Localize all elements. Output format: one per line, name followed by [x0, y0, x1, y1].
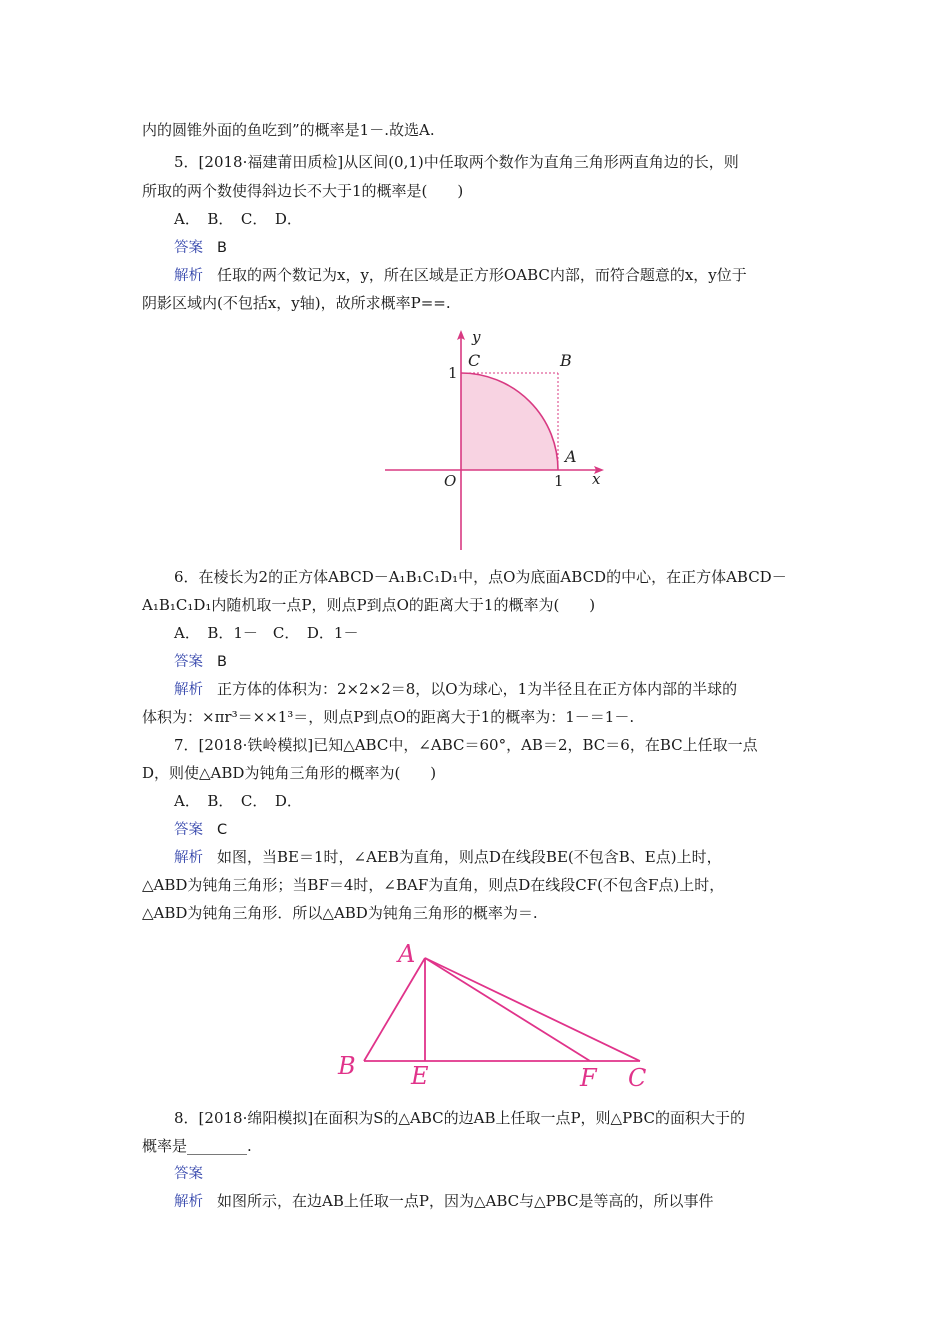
q6-analysis-line1: 正方体的体积为：2×2×2＝8，以O为球心，1为半径且在正方体内部的半球的 [217, 680, 738, 698]
label-one-x: 1 [554, 472, 564, 490]
label-f: F [580, 1064, 597, 1092]
analysis-label: 解析 [174, 268, 203, 284]
triangle-figure [312, 928, 672, 1092]
q5-answer-value: B [217, 240, 227, 256]
label-x: x [592, 470, 601, 488]
q7-analysis-line3: △ABD为钝角三角形．所以△ABD为钝角三角形的概率为＝. [142, 904, 538, 922]
label-a: A [565, 447, 577, 466]
intro-text: 内的圆锥外面的鱼吃到”的概率是1－.故选A. [142, 121, 435, 139]
label-y: y [472, 328, 481, 346]
q6-stem-line1: 6．在棱长为2的正方体ABCD－A₁B₁C₁D₁中，点O为底面ABCD的中心，在正方体ABCD－ [174, 568, 787, 586]
label-c: C [628, 1064, 647, 1092]
q7-analysis-line1: 如图，当BE＝1时，∠AEB为直角，则点D在线段BE(不包含B、E点)上时， [217, 848, 722, 866]
q6-answer-row [174, 651, 227, 672]
q7-stem-line2: D，则使△ABD为钝角三角形的概率为( ) [142, 764, 437, 782]
q7-analysis-row [174, 847, 722, 868]
q7-answer-value: C [217, 822, 228, 838]
label-one-y: 1 [448, 364, 458, 382]
q6-analysis-line2: 体积为：×πr³＝××1³＝，则点P到点O的距离大于1的概率为：1－＝1－. [142, 708, 635, 726]
analysis-label: 解析 [174, 1194, 203, 1210]
analysis-label: 解析 [174, 850, 203, 866]
answer-label: 答案 [174, 654, 203, 670]
segment-ab [364, 958, 425, 1061]
q6-options: A． B．1－ C． D．1－ [174, 624, 359, 642]
label-b: B [560, 351, 572, 370]
q7-answer-row [174, 819, 227, 840]
analysis-label: 解析 [174, 682, 203, 698]
segment-ac [425, 958, 640, 1061]
q7-stem-line1: 7．[2018·铁岭模拟]已知△ABC中，∠ABC＝60°，AB＝2，BC＝6，在BC上任取一点 [174, 736, 758, 754]
q6-stem-line2: A₁B₁C₁D₁内随机取一点P，则点P到点O的距离大于1的概率为( ) [142, 596, 596, 614]
answer-label: 答案 [174, 822, 203, 838]
q7-options: A． B． C． D． [174, 792, 302, 810]
q5-options: A． B． C． D． [174, 210, 302, 228]
q5-analysis-line2: 阴影区域内(不包括x，y轴)，故所求概率P==. [142, 294, 451, 312]
answer-label: 答案 [174, 240, 203, 256]
q8-analysis-row [174, 1191, 714, 1212]
shaded-quarter-disc [461, 373, 558, 470]
q5-stem-line2: 所取的两个数使得斜边长不大于1的概率是( ) [142, 182, 464, 200]
label-a: A [398, 940, 416, 968]
q8-answer-row [174, 1163, 217, 1184]
q5-analysis-line1: 任取的两个数记为x，y，所在区域是正方形OABC内部，而符合题意的x，y位于 [217, 266, 747, 284]
q6-analysis-row [174, 679, 737, 700]
q7-analysis-line2: △ABD为钝角三角形；当BF＝4时，∠BAF为直角，则点D在线段CF(不包含F点)上时， [142, 876, 725, 894]
q8-analysis-line1: 如图所示，在边AB上任取一点P，因为△ABC与△PBC是等高的，所以事件 [217, 1192, 714, 1210]
label-c: C [468, 351, 481, 370]
label-o: O [444, 472, 457, 490]
label-b: B [338, 1052, 356, 1080]
segment-af [425, 958, 590, 1061]
q8-stem-line1: 8．[2018·绵阳模拟]在面积为S的△ABC的边AB上任取一点P，则△PBC的面积大于的 [174, 1109, 745, 1127]
q5-analysis-row [174, 265, 747, 286]
q5-answer-row [174, 237, 227, 258]
q8-stem-line2: 概率是________. [142, 1137, 252, 1155]
answer-label: 答案 [174, 1166, 203, 1182]
label-e: E [411, 1062, 429, 1090]
q5-stem-line1: 5．[2018·福建莆田质检]从区间(0,1)中任取两个数作为直角三角形两直角边的长，则 [174, 153, 739, 171]
quarter-circle-figure [360, 322, 622, 554]
q6-answer-value: B [217, 654, 227, 670]
